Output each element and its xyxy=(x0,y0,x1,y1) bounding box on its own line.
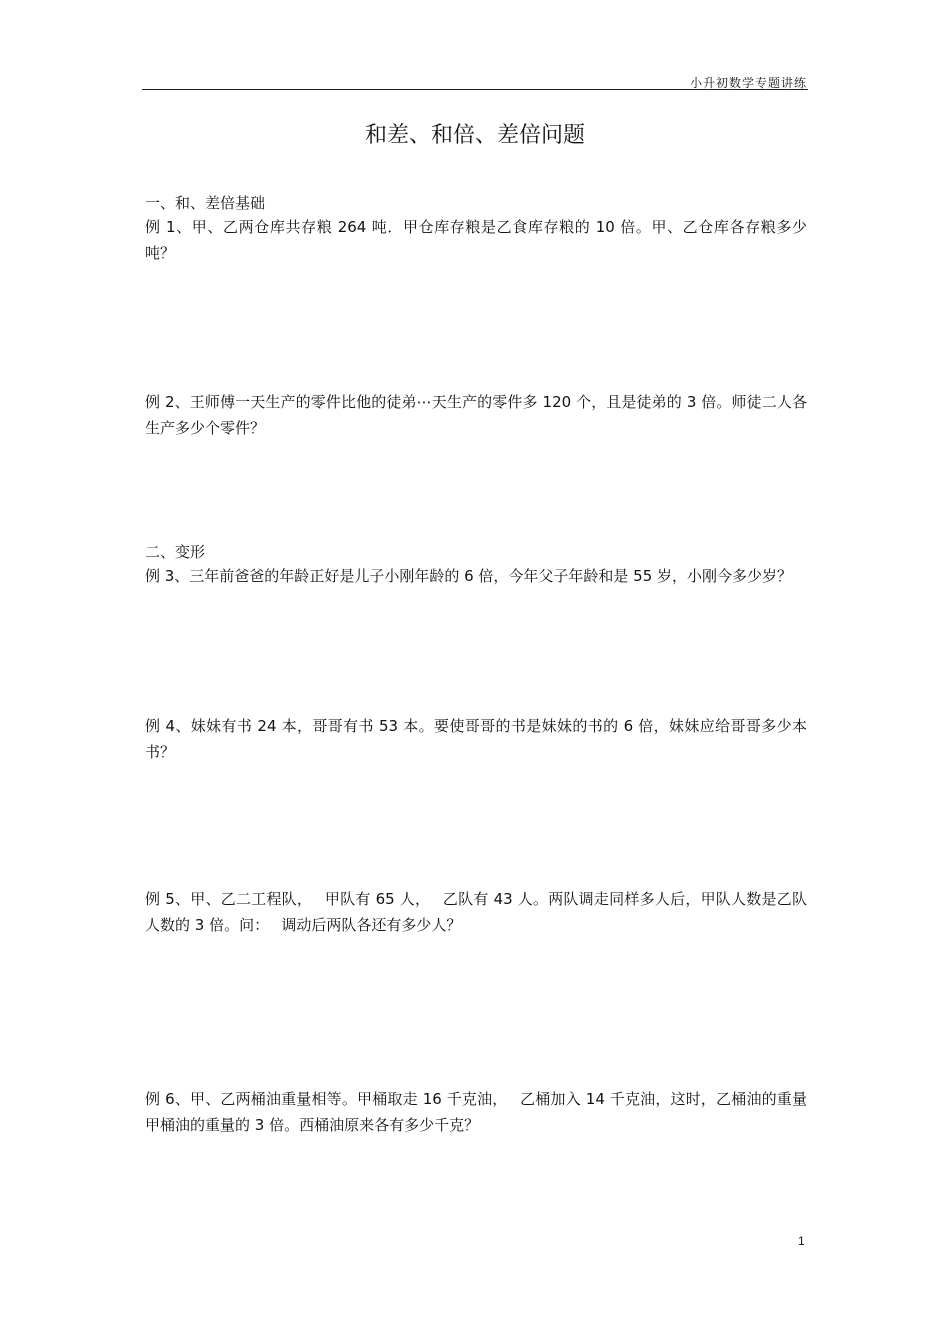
header-text: 小升初数学专题讲练 xyxy=(689,76,807,90)
problem-4: 例 4、妹妹有书 24 本，哥哥有书 53 本。要使哥哥的书是妹妹的书的 6 倍，妹妹应给哥哥多少本书？ xyxy=(145,717,807,761)
problem-5: 例 5、甲、乙二工程队， 甲队有 65 人， 乙队有 43 人。两队调走同样多人后，甲队人数是乙队人数的 3 倍。问： 调动后两队各还有多少人？ xyxy=(145,890,807,934)
page-number: 1 xyxy=(798,1234,805,1248)
problem-2: 例 2、王师傅一天生产的零件比他的徒弟⋯天生产的零件多 120 个，且是徒弟的 3 倍。师徒二人各生产多少个零件？ xyxy=(145,393,807,437)
section-heading-basics: 一、和、差倍基础 xyxy=(145,194,266,212)
problem-3: 例 3、三年前爸爸的年龄正好是儿子小刚年龄的 6 倍，今年父子年龄和是 55 岁，小刚今多少岁？ xyxy=(145,567,793,585)
header-rule xyxy=(142,89,808,90)
section-heading-variations: 二、变形 xyxy=(145,543,206,561)
problem-6: 例 6、甲、乙两桶油重量相等。甲桶取走 16 千克油， 乙桶加入 14 千克油，这时，乙桶油的重量甲桶油的重量的 3 倍。西桶油原来各有多少千克？ xyxy=(145,1090,807,1134)
page-title: 和差、和倍、差倍问题 xyxy=(364,123,585,148)
problem-1: 例 1、甲、乙两仓库共存粮 264 吨．甲仓库存粮是乙食库存粮的 10 倍。甲、乙仓库各存粮多少吨？ xyxy=(145,218,807,262)
